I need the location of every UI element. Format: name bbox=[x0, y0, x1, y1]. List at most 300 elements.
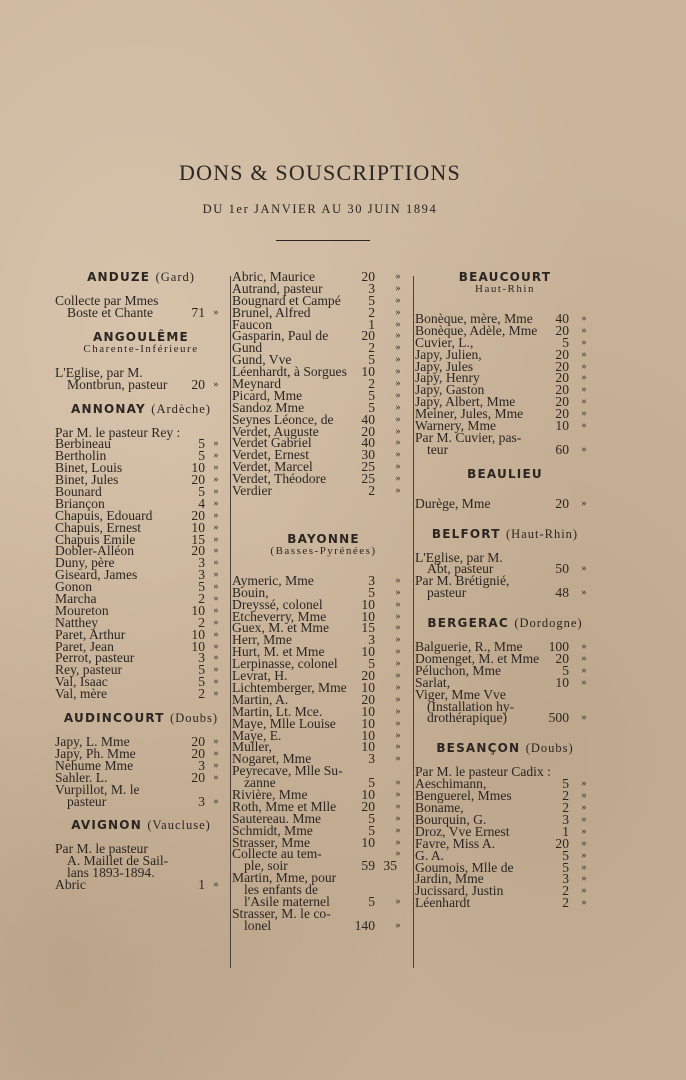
donation-amount: 10 bbox=[361, 644, 375, 660]
donor-entry bbox=[415, 441, 595, 457]
donor-name: L'Eglise, par M. bbox=[55, 364, 143, 380]
donation-amount: 5 bbox=[198, 448, 205, 464]
donation-amount: 10 bbox=[361, 608, 375, 624]
donation-amount: 10 bbox=[191, 638, 205, 654]
donor-name: Chapuis Emile bbox=[55, 531, 136, 547]
ditto-mark: » bbox=[213, 593, 219, 605]
donor-name: Balguerie, R., Mme bbox=[415, 639, 523, 655]
ditto-mark: » bbox=[213, 652, 219, 664]
ditto-mark: » bbox=[213, 676, 219, 688]
donation-amount: 5 bbox=[198, 662, 205, 678]
ditto-mark: » bbox=[581, 420, 587, 432]
ditto-mark: » bbox=[395, 681, 401, 693]
section-region: (Doubs) bbox=[525, 741, 574, 756]
donation-amount: 20 bbox=[361, 423, 375, 439]
donor-name: Lerpinasse, colonel bbox=[232, 656, 338, 672]
ditto-mark: » bbox=[581, 825, 587, 837]
spacer bbox=[415, 724, 595, 736]
donor-name: Lichtemberger, Mme bbox=[232, 679, 347, 695]
donor-name: Bounard bbox=[55, 484, 102, 500]
donor-entry bbox=[415, 712, 595, 724]
ditto-mark: » bbox=[581, 813, 587, 825]
ditto-mark: » bbox=[581, 443, 587, 455]
donation-amount: 20 bbox=[555, 495, 569, 511]
donation-amount: 20 bbox=[361, 328, 375, 344]
section-heading-text: BERGERAC bbox=[427, 616, 509, 631]
donation-amount: 10 bbox=[361, 364, 375, 380]
donation-amount: 500 bbox=[548, 710, 569, 726]
section-heading-text: AUDINCOURT bbox=[63, 711, 165, 726]
donor-name: Par M. le pasteur Rey : bbox=[55, 424, 181, 440]
donor-name: Val, Isaac bbox=[55, 674, 108, 690]
section-heading bbox=[415, 742, 595, 754]
donor-entry bbox=[415, 495, 595, 511]
donor-name: pasteur bbox=[427, 585, 467, 601]
donor-name: Strasser, M. le co- bbox=[232, 905, 331, 921]
donor-name: Natthey bbox=[55, 614, 99, 630]
donor-name: l'Asile maternel bbox=[244, 893, 330, 909]
donor-name: Meynard bbox=[232, 376, 282, 392]
donor-entry bbox=[55, 879, 227, 891]
donor-name: lans 1893-1894. bbox=[67, 865, 155, 881]
donor-name: G. A. bbox=[415, 847, 445, 863]
donation-amount: 5 bbox=[562, 859, 569, 875]
donation-amount: 1 bbox=[562, 823, 569, 839]
donation-amount: 3 bbox=[198, 555, 205, 571]
donor-entry bbox=[55, 688, 227, 700]
donation-amount: 3 bbox=[368, 751, 375, 767]
ditto-mark: » bbox=[581, 849, 587, 861]
ditto-mark: » bbox=[395, 461, 401, 473]
column-3 bbox=[415, 271, 595, 909]
donation-amount: 20 bbox=[191, 543, 205, 559]
donor-name: Nehume Mme bbox=[55, 757, 134, 773]
ditto-mark: » bbox=[213, 497, 219, 509]
donation-amount: 25 bbox=[361, 459, 375, 475]
ditto-mark: » bbox=[395, 634, 401, 646]
ditto-mark: » bbox=[395, 729, 401, 741]
ditto-mark: » bbox=[581, 563, 587, 575]
column-1 bbox=[55, 271, 227, 891]
donor-name: Moureton bbox=[55, 602, 109, 618]
ditto-mark: » bbox=[395, 622, 401, 634]
donation-amount: 10 bbox=[191, 519, 205, 535]
donor-name: Japy, Ph. Mme bbox=[55, 745, 136, 761]
donation-amount: 2 bbox=[562, 788, 569, 804]
donation-amount: 3 bbox=[198, 567, 205, 583]
donor-name: Berbineau bbox=[55, 436, 111, 452]
ditto-mark: » bbox=[395, 836, 401, 848]
ditto-mark: » bbox=[213, 450, 219, 462]
donor-name: Léenhardt bbox=[415, 895, 471, 911]
donation-amount: 2 bbox=[368, 340, 375, 356]
ditto-mark: » bbox=[395, 413, 401, 425]
donor-name: Chapuis, Edouard bbox=[55, 507, 153, 523]
donor-name: Herr, Mme bbox=[232, 632, 292, 648]
page-title: DONS & SOUSCRIPTIONS bbox=[179, 160, 461, 185]
ditto-mark: » bbox=[213, 747, 219, 759]
donor-entry bbox=[55, 793, 227, 809]
section-subheading: Haut-Rhin bbox=[475, 283, 535, 295]
ditto-mark: » bbox=[395, 586, 401, 598]
donor-name: Sautereau. Mme bbox=[232, 810, 322, 826]
donation-amount: 20 bbox=[361, 668, 375, 684]
donation-amount: 2 bbox=[368, 483, 375, 499]
ditto-mark: » bbox=[581, 641, 587, 653]
donation-amount: 20 bbox=[191, 745, 205, 761]
donor-name: Léenhardt, à Sorgues bbox=[232, 364, 347, 380]
donor-name: Maye, Mlle Louise bbox=[232, 715, 336, 731]
ditto-mark: » bbox=[581, 664, 587, 676]
donation-amount: 3 bbox=[562, 871, 569, 887]
ditto-mark: » bbox=[213, 438, 219, 450]
section-heading bbox=[55, 712, 227, 724]
donation-amount: 10 bbox=[191, 460, 205, 476]
donation-amount: 59 bbox=[361, 858, 375, 874]
ditto-mark: » bbox=[395, 824, 401, 836]
ditto-mark: » bbox=[395, 485, 401, 497]
donation-amount: 50 bbox=[555, 561, 569, 577]
donation-amount: 5 bbox=[368, 822, 375, 838]
donation-amount: 20 bbox=[555, 346, 569, 362]
donation-amount: 5 bbox=[198, 484, 205, 500]
donor-name: Martin, A. bbox=[232, 691, 289, 707]
donation-amount: 5 bbox=[368, 387, 375, 403]
donation-amount: 3 bbox=[198, 650, 205, 666]
donor-name: A. Maillet de Sail- bbox=[67, 853, 169, 869]
ditto-mark: » bbox=[395, 449, 401, 461]
ditto-mark: » bbox=[213, 474, 219, 486]
section-heading-text: AVIGNON bbox=[71, 818, 142, 833]
donor-name: Val, mère bbox=[55, 686, 108, 702]
section-heading-text: BEAULIEU bbox=[467, 466, 543, 481]
donor-name: Paret, Jean bbox=[55, 638, 114, 654]
section-heading bbox=[55, 331, 227, 343]
ditto-mark: » bbox=[581, 497, 587, 509]
ditto-mark: » bbox=[395, 610, 401, 622]
donation-amount: 20 bbox=[555, 394, 569, 410]
section-heading-text: BAYONNE bbox=[287, 531, 360, 546]
donation-amount: 20 bbox=[191, 376, 205, 392]
donor-name: Montbrun, pasteur bbox=[67, 376, 168, 392]
donor-name: Domenget, M. et Mme bbox=[415, 651, 540, 667]
donor-name: Favre, Miss A. bbox=[415, 835, 496, 851]
ditto-mark: » bbox=[395, 425, 401, 437]
donor-name: Collecte par Mmes bbox=[55, 293, 159, 308]
donor-name: Verdet, Ernest bbox=[232, 447, 310, 463]
ditto-mark: » bbox=[213, 640, 219, 652]
donation-amount: 20 bbox=[361, 269, 375, 284]
ditto-mark: » bbox=[581, 396, 587, 408]
donor-name: Faucon bbox=[232, 316, 273, 332]
ditto-mark: » bbox=[395, 306, 401, 318]
donation-amount: 30 bbox=[361, 447, 375, 463]
donor-name: Hurt, M. et Mme bbox=[232, 644, 325, 660]
donor-name: Martin, Lt. Mce. bbox=[232, 703, 323, 719]
ditto-mark: » bbox=[213, 688, 219, 700]
donation-amount: 10 bbox=[361, 715, 375, 731]
donation-amount: 5 bbox=[368, 810, 375, 826]
donor-name: Bertholin bbox=[55, 448, 107, 464]
donation-amount: 40 bbox=[361, 435, 375, 451]
spacer bbox=[415, 599, 595, 611]
ditto-mark: » bbox=[213, 509, 219, 521]
donation-amount: 10 bbox=[361, 834, 375, 850]
ditto-mark: » bbox=[213, 521, 219, 533]
section-heading bbox=[415, 617, 595, 629]
ditto-mark: » bbox=[213, 486, 219, 498]
donation-amount: 5 bbox=[198, 579, 205, 595]
ditto-mark: » bbox=[395, 366, 401, 378]
donation-amount: 10 bbox=[361, 679, 375, 695]
ditto-mark: » bbox=[581, 837, 587, 849]
donation-amount: 2 bbox=[198, 591, 205, 607]
donor-name: Bonèque, Adèle, Mme bbox=[415, 322, 538, 338]
ditto-mark: » bbox=[581, 802, 587, 814]
ditto-mark: » bbox=[581, 324, 587, 336]
ditto-mark: » bbox=[581, 873, 587, 885]
ditto-mark: » bbox=[395, 705, 401, 717]
donor-name: Japy, Gaston bbox=[415, 382, 485, 398]
donation-amount: 3 bbox=[562, 811, 569, 827]
donor-entry bbox=[232, 917, 415, 933]
donation-amount: 10 bbox=[361, 739, 375, 755]
donation-amount: 15 bbox=[191, 531, 205, 547]
donor-name: Giseard, James bbox=[55, 567, 138, 583]
section-heading bbox=[415, 271, 595, 283]
donation-amount: 10 bbox=[191, 602, 205, 618]
donation-amount: 10 bbox=[555, 674, 569, 690]
donor-name: Roth, Mme et Mlle bbox=[232, 798, 337, 814]
donation-amount: 20 bbox=[555, 370, 569, 386]
ditto-mark: » bbox=[395, 271, 401, 282]
donation-amount: 140 bbox=[354, 917, 375, 933]
ditto-mark: » bbox=[213, 604, 219, 616]
ditto-mark: » bbox=[213, 306, 219, 318]
ditto-mark: » bbox=[213, 378, 219, 390]
donor-name: Duny, père bbox=[55, 555, 115, 571]
ditto-mark: » bbox=[213, 664, 219, 676]
donation-amount: 5 bbox=[198, 674, 205, 690]
donation-amount: 40 bbox=[555, 311, 569, 326]
ditto-mark: » bbox=[395, 741, 401, 753]
donor-name: Gasparin, Paul de bbox=[232, 328, 329, 344]
section-region: (Haut-Rhin) bbox=[505, 526, 579, 541]
donation-amount: 3 bbox=[368, 572, 375, 588]
donor-name: Maye, E. bbox=[232, 727, 282, 743]
donor-name: Picard, Mme bbox=[232, 387, 303, 403]
donor-name: L'Eglise, par M. bbox=[415, 549, 503, 565]
donation-amount: 1 bbox=[198, 877, 205, 893]
donor-name: Rivière, Mme bbox=[232, 786, 308, 802]
donation-amount: 2 bbox=[562, 800, 569, 816]
donation-amount: 15 bbox=[361, 620, 375, 636]
ditto-mark: » bbox=[395, 812, 401, 824]
donation-amount: 20 bbox=[191, 734, 205, 750]
donor-name: Schmidt, Mme bbox=[232, 822, 313, 838]
ditto-mark: » bbox=[213, 545, 219, 557]
donor-name: les enfants de bbox=[244, 882, 318, 898]
donor-name: Abric bbox=[55, 877, 86, 893]
section-heading bbox=[232, 533, 415, 545]
donation-amount: 20 bbox=[555, 835, 569, 851]
ditto-mark: » bbox=[395, 318, 401, 330]
donor-name: Dobler-Alléon bbox=[55, 543, 135, 559]
ditto-mark: » bbox=[395, 473, 401, 485]
donation-amount: 20 bbox=[555, 358, 569, 374]
donation-amount: 20 bbox=[191, 472, 205, 488]
donor-name: Par M. le pasteur bbox=[55, 841, 148, 857]
ditto-mark: » bbox=[213, 771, 219, 783]
donation-amount: 71 bbox=[191, 304, 205, 320]
ditto-mark: » bbox=[395, 574, 401, 586]
section-heading-text: ANDUZE bbox=[87, 270, 151, 284]
ditto-mark: » bbox=[581, 712, 587, 724]
section-heading bbox=[55, 819, 227, 831]
ditto-mark: » bbox=[395, 646, 401, 658]
donor-name: Abric, Maurice bbox=[232, 269, 316, 284]
donor-name: Cuvier, L., bbox=[415, 334, 474, 350]
section-region: (Ardèche) bbox=[151, 401, 211, 416]
donor-name: Binet, Jules bbox=[55, 472, 119, 488]
donor-name: Viger, Mme Vve bbox=[415, 686, 506, 702]
ditto-mark: » bbox=[395, 848, 401, 860]
ditto-mark: » bbox=[395, 598, 401, 610]
donor-name: Durège, Mme bbox=[415, 495, 491, 511]
ditto-mark: » bbox=[581, 384, 587, 396]
donation-amount: 20 bbox=[361, 691, 375, 707]
donation-amount: 10 bbox=[361, 786, 375, 802]
ditto-mark: » bbox=[395, 342, 401, 354]
donation-amount: 40 bbox=[361, 411, 375, 427]
ditto-mark: » bbox=[213, 533, 219, 545]
donation-amount: 5 bbox=[198, 436, 205, 452]
section-subheading: (Basses-Pyrénées) bbox=[270, 544, 377, 557]
ditto-mark: » bbox=[395, 753, 401, 765]
ditto-mark: » bbox=[395, 401, 401, 413]
donor-name: Goumois, Mlle de bbox=[415, 859, 514, 875]
donor-name: Rey, pasteur bbox=[55, 662, 123, 678]
section-heading-text: ANGOULÊME bbox=[93, 329, 189, 344]
ditto-mark: » bbox=[395, 895, 401, 907]
ditto-mark: » bbox=[395, 788, 401, 800]
donor-name: Bonèque, mère, Mme bbox=[415, 311, 533, 326]
donor-name: Par M. Cuvier, pas- bbox=[415, 429, 522, 445]
donor-entry bbox=[55, 304, 227, 320]
donor-name: Gonon bbox=[55, 579, 93, 595]
donor-name: Gund bbox=[232, 340, 263, 356]
donor-name: Nogaret, Mme bbox=[232, 751, 312, 767]
ditto-mark: » bbox=[395, 437, 401, 449]
ditto-mark: » bbox=[581, 313, 587, 324]
donor-name: Benguerel, Mmes bbox=[415, 788, 512, 804]
donation-cents: 35 bbox=[383, 858, 397, 874]
ditto-mark: » bbox=[213, 795, 219, 807]
donor-name: Par M. Brétignié, bbox=[415, 573, 510, 589]
donor-name: Brunel, Alfred bbox=[232, 304, 311, 320]
ditto-mark: » bbox=[581, 348, 587, 360]
ditto-mark: » bbox=[395, 800, 401, 812]
donor-name: Verdier bbox=[232, 483, 273, 499]
donation-amount: 20 bbox=[555, 382, 569, 398]
donation-amount: 5 bbox=[562, 662, 569, 678]
ditto-mark: » bbox=[213, 879, 219, 891]
donor-name: teur bbox=[427, 441, 449, 457]
donor-name: Strasser, Mme bbox=[232, 834, 310, 850]
ditto-mark: » bbox=[213, 616, 219, 628]
ditto-mark: » bbox=[213, 759, 219, 771]
spacer bbox=[415, 295, 595, 307]
donor-name: Peyrecave, Mlle Su- bbox=[232, 763, 343, 779]
donor-name: pasteur bbox=[67, 793, 107, 809]
donor-name: Autrand, pasteur bbox=[232, 280, 323, 296]
donor-name: Japy, L. Mme bbox=[55, 734, 130, 750]
donor-name: Sahler. L. bbox=[55, 769, 108, 785]
donor-name: Boste et Chante bbox=[67, 304, 154, 320]
ditto-mark: » bbox=[395, 777, 401, 789]
section-region: (Dordogne) bbox=[514, 616, 583, 631]
donor-name: Bouin, bbox=[232, 584, 269, 600]
donation-amount: 20 bbox=[361, 798, 375, 814]
ditto-mark: » bbox=[395, 282, 401, 294]
donor-name: Warnery, Mme bbox=[415, 418, 497, 434]
donation-amount: 20 bbox=[191, 769, 205, 785]
donor-name: drothérapique) bbox=[427, 710, 508, 726]
donation-amount: 100 bbox=[548, 639, 569, 655]
donor-entry bbox=[415, 897, 595, 909]
donor-name: Collecte au tem- bbox=[232, 846, 322, 862]
donation-amount: 5 bbox=[368, 584, 375, 600]
donation-amount: 5 bbox=[368, 399, 375, 415]
section-subheading: Charente-Inférieure bbox=[83, 342, 199, 355]
donor-name: Aeschimann, bbox=[415, 776, 487, 792]
donor-name: Vurpillot, M. le bbox=[55, 781, 140, 797]
donor-name: Verdet, Théodore bbox=[232, 471, 327, 487]
donation-amount: 1 bbox=[368, 316, 375, 332]
donation-amount: 3 bbox=[198, 793, 205, 809]
ditto-mark: » bbox=[395, 378, 401, 390]
donor-name: Japy, Henry bbox=[415, 370, 480, 386]
donation-amount: 4 bbox=[198, 495, 205, 511]
ditto-mark: » bbox=[213, 581, 219, 593]
spacer bbox=[232, 515, 415, 533]
donation-amount: 5 bbox=[368, 656, 375, 672]
ditto-mark: » bbox=[581, 676, 587, 688]
donor-name: Briançon bbox=[55, 495, 105, 511]
donor-name: (Installation hy- bbox=[427, 698, 515, 714]
donor-name: Bourquin, G. bbox=[415, 811, 487, 827]
donor-name: Japy, Albert, Mme bbox=[415, 394, 516, 410]
donation-amount: 2 bbox=[562, 895, 569, 911]
ditto-mark: » bbox=[581, 587, 587, 599]
ditto-mark: » bbox=[395, 294, 401, 306]
donor-name: Bougnard et Campé bbox=[232, 292, 341, 308]
donor-name: Verdet, Marcel bbox=[232, 459, 313, 475]
donation-amount: 2 bbox=[198, 686, 205, 702]
donor-name: Dreyssé, colonel bbox=[232, 596, 323, 612]
ditto-mark: » bbox=[581, 861, 587, 873]
donor-name: Perrot, pasteur bbox=[55, 650, 135, 666]
ditto-mark: » bbox=[581, 778, 587, 790]
donor-name: Martin, Mme, pour bbox=[232, 870, 337, 886]
donation-amount: 10 bbox=[555, 418, 569, 434]
donation-amount: 10 bbox=[361, 596, 375, 612]
ditto-mark: » bbox=[581, 653, 587, 665]
ditto-mark: » bbox=[395, 354, 401, 366]
donation-amount: 20 bbox=[191, 507, 205, 523]
donation-amount: 5 bbox=[368, 893, 375, 909]
column-divider-left bbox=[230, 276, 231, 968]
